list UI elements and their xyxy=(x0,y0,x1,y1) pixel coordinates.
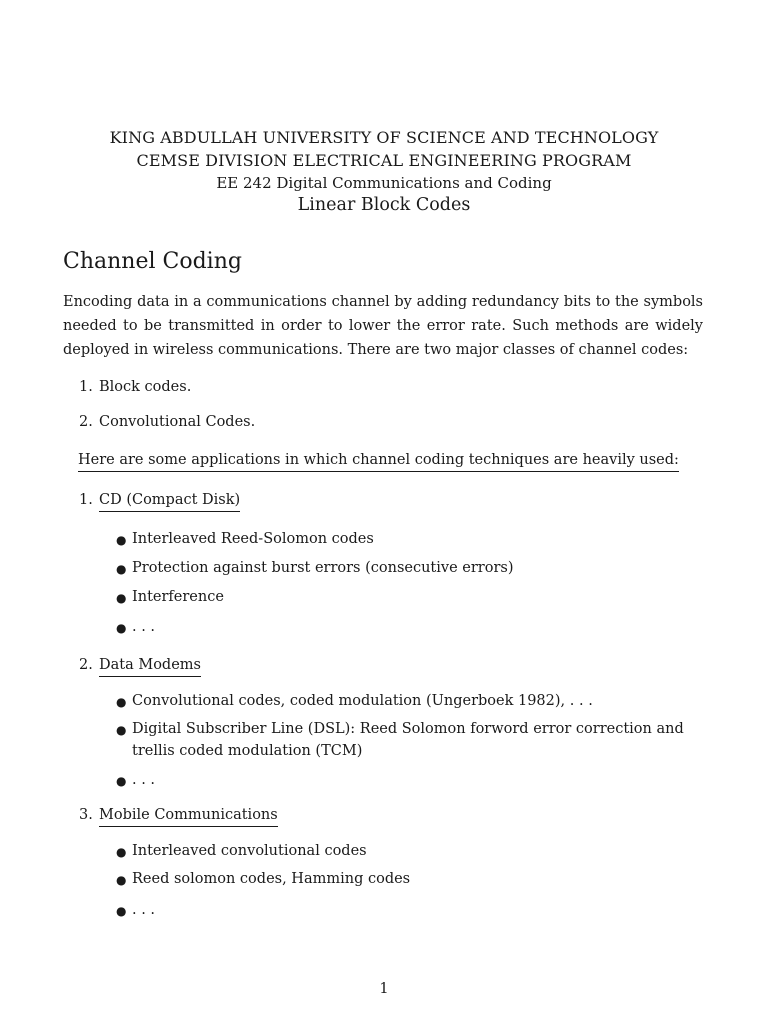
application-number: 2. xyxy=(79,657,93,673)
bullet-icon: ● xyxy=(116,845,127,859)
bullet-item: . . . xyxy=(132,772,156,788)
class-item: Block codes. xyxy=(99,379,192,395)
bullet-icon: ● xyxy=(116,904,127,918)
bullet-item: Interleaved convolutional codes xyxy=(132,843,367,859)
application-title: CD (Compact Disk) xyxy=(99,490,240,512)
division-name: CEMSE DIVISION ELECTRICAL ENGINEERING PROGRAM xyxy=(136,151,632,170)
bullet-item: Reed solomon codes, Hamming codes xyxy=(132,871,411,887)
bullet-icon: ● xyxy=(116,695,127,709)
course-title: EE 242 Digital Communications and Coding xyxy=(216,174,552,192)
class-number: 1. xyxy=(79,379,93,395)
bullet-item: Convolutional codes, coded modulation (Ungerboek 1982), . . . xyxy=(132,693,593,709)
bullet-icon: ● xyxy=(116,533,127,547)
application-title: Data Modems xyxy=(99,655,201,677)
bullet-icon: ● xyxy=(116,774,127,788)
bullet-icon: ● xyxy=(116,873,127,887)
class-item: Convolutional Codes. xyxy=(99,414,256,430)
bullet-item: Interleaved Reed-Solomon codes xyxy=(132,531,374,547)
bullet-item: . . . xyxy=(132,902,156,918)
university-name: KING ABDULLAH UNIVERSITY OF SCIENCE AND TECHNOLOGY xyxy=(109,128,659,147)
applications-heading: Here are some applications in which channel coding techniques are heavily used: xyxy=(78,450,679,472)
application-number: 1. xyxy=(79,492,93,508)
bullet-item: Interference xyxy=(132,589,224,605)
bullet-icon: ● xyxy=(116,723,127,737)
application-number: 3. xyxy=(79,807,93,823)
bullet-icon: ● xyxy=(116,562,127,576)
document-title: Linear Block Codes xyxy=(297,195,471,215)
section-title: Channel Coding xyxy=(63,249,242,274)
page-number: 1 xyxy=(379,981,389,997)
class-number: 2. xyxy=(79,414,93,430)
intro-paragraph: Encoding data in a communications channel by adding redundancy bits to the symbols needed to be transmitted in order to lower the error rate. Such methods are widely deployed in wireless communications. There are two major classes of channel codes: xyxy=(63,294,703,358)
application-title: Mobile Communications xyxy=(99,805,278,827)
bullet-icon: ● xyxy=(116,621,127,635)
bullet-item: Digital Subscriber Line (DSL): Reed Solomon forword error correction and trellis coded modulation (TCM) xyxy=(132,721,684,759)
bullet-item: Protection against burst errors (consecutive errors) xyxy=(132,560,514,576)
bullet-icon: ● xyxy=(116,591,127,605)
bullet-item: . . . xyxy=(132,619,156,635)
